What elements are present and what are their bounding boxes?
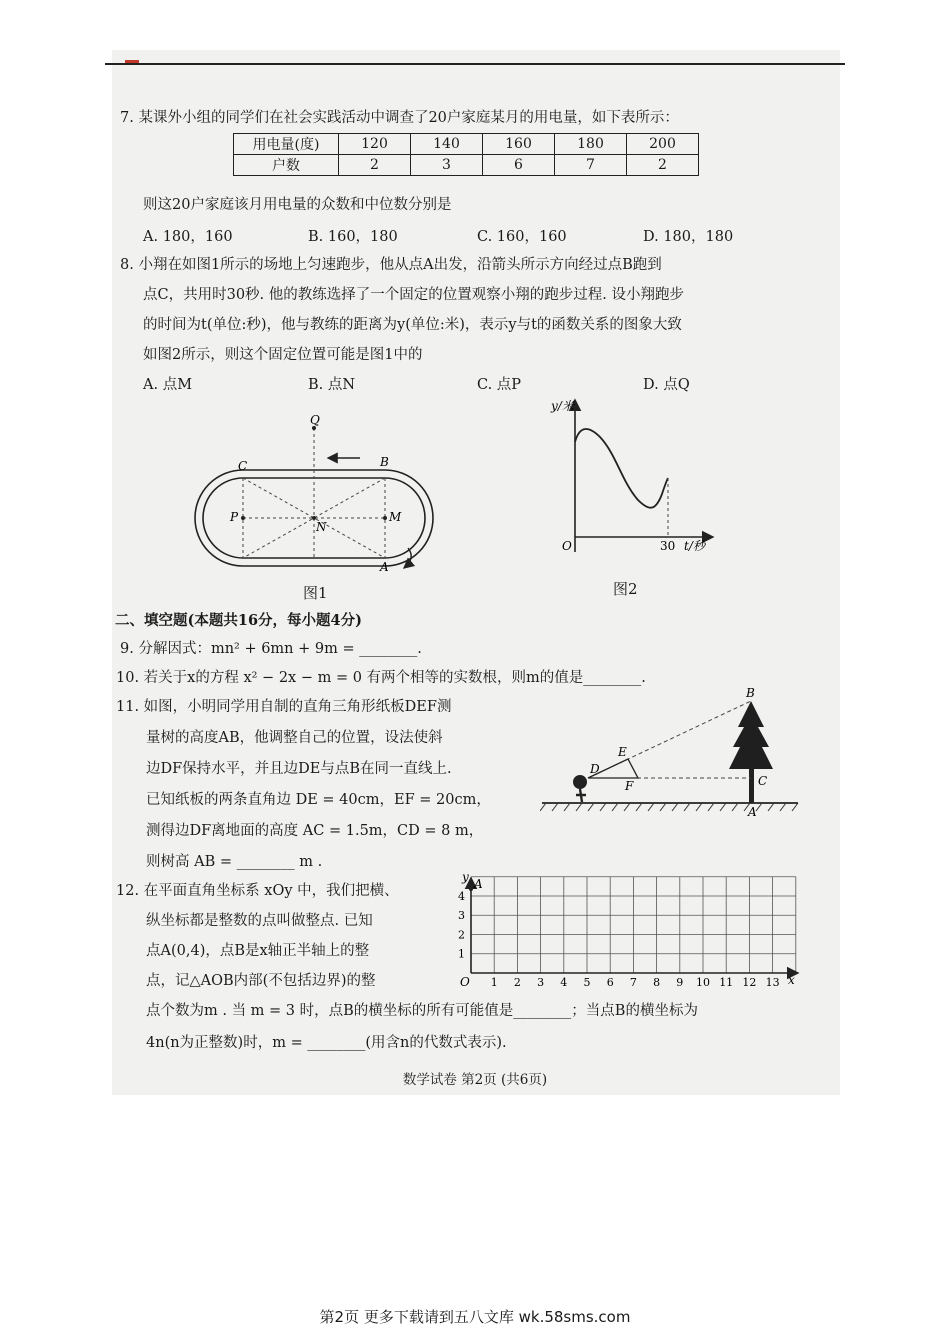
q7-row2-head: 户数: [234, 155, 339, 176]
footer: 第2页 更多下载请到五八文库 wk.58sms.com: [319, 1308, 631, 1326]
q7-usage-cell: 140: [411, 134, 483, 155]
label-m: M: [389, 510, 402, 524]
header-rule: [105, 63, 845, 65]
tree-crown: [729, 701, 773, 769]
label-f: F: [625, 779, 634, 793]
ground-hatching: [540, 803, 798, 811]
grid-origin-label: O: [460, 975, 470, 989]
q9-text: 9. 分解因式：mn² + 6mn + 9m = ________.: [120, 641, 422, 657]
y-axis-label: y/米: [551, 399, 574, 413]
q8-option-b: B. 点N: [308, 377, 356, 393]
point-p: [241, 516, 245, 520]
q11-line4: 已知纸板的两条直角边 DE = 40cm，EF = 20cm，: [146, 792, 491, 808]
q11-line1: 11. 如图，小明同学用自制的直角三角形纸板DEF测: [116, 699, 452, 715]
grid-x-tick: 6: [606, 976, 614, 989]
grid-x-tick: 9: [676, 976, 684, 989]
q8-line3: 的时间为t(单位:秒)，他与教练的距离为y(单位:米)，表示y与t的函数关系的图象大致: [143, 317, 682, 333]
grid-x-tick: 4: [560, 976, 568, 989]
grid-point-a-label: A: [474, 877, 483, 891]
q12-line3: 点A(0,4)，点B是x轴正半轴上的整: [146, 943, 370, 959]
q7-household-cell: 7: [555, 155, 627, 176]
q7-household-cell: 2: [339, 155, 411, 176]
grid-y-tick: 1: [458, 947, 465, 961]
q7-usage-cell: 200: [627, 134, 699, 155]
q7-option-b: B. 160，180: [308, 229, 398, 245]
q8-option-c: C. 点P: [477, 377, 522, 393]
q7-option-d: D. 180，180: [643, 229, 734, 245]
person-head: [573, 775, 587, 789]
grid-y-tick: 2: [458, 928, 465, 942]
q7-usage-cell: 160: [483, 134, 555, 155]
grid-x-tick: 7: [629, 976, 637, 989]
q12-line4: 点，记△AOB内部(不包括边界)的整: [146, 973, 376, 989]
grid-x-tick: 1: [490, 976, 498, 989]
q12-line6: 4n(n为正整数)时，m = ________(用含n的代数式表示).: [146, 1035, 507, 1051]
grid-x-tick: 2: [513, 976, 521, 989]
label-d: D: [590, 762, 600, 776]
q8-line4: 如图2所示，则这个固定位置可能是图1中的: [143, 347, 423, 363]
grid-y-ticks: [458, 890, 465, 961]
label-q: Q: [310, 413, 320, 427]
q8-option-d: D. 点Q: [643, 377, 690, 393]
point-a: [469, 887, 473, 891]
label-c: C: [758, 774, 768, 788]
label-c: C: [238, 459, 248, 473]
grid-x-tick: 5: [583, 976, 591, 989]
q7-usage-cell: 120: [339, 134, 411, 155]
q8-option-a: A. 点M: [143, 377, 193, 393]
figure-2-graph: [538, 392, 718, 562]
q7-household-cell: 3: [411, 155, 483, 176]
grid-x-tick: 3: [537, 976, 545, 989]
figure-q11-tree: [540, 685, 800, 820]
grid-y-tick: 4: [458, 889, 465, 903]
q7-question: 则这20户家庭该月用电量的众数和中位数分别是: [143, 197, 452, 213]
point-m: [383, 516, 387, 520]
q7-option-a: A. 180，160: [143, 229, 233, 245]
q8-line2: 点C，共用时30秒. 他的教练选择了一个固定的位置观察小翔的跑步过程. 设小翔跑步: [143, 287, 684, 303]
x-axis-label: t/秒: [684, 539, 705, 553]
q7-option-c: C. 160，160: [477, 229, 567, 245]
grid-x-label: x: [788, 973, 795, 987]
label-a: A: [380, 560, 389, 574]
q7-usage-cell: 180: [555, 134, 627, 155]
label-b: B: [380, 455, 389, 469]
tick-30: 30: [660, 539, 676, 553]
section-2-title: 二、填空题(本题共16分，每小题4分): [115, 612, 362, 629]
grid-y-label: y: [462, 870, 469, 884]
tree-trunk: [749, 767, 754, 803]
q12-line2: 纵坐标都是整数的点叫做整点. 已知: [146, 913, 373, 929]
q7-household-cell: 2: [627, 155, 699, 176]
label-a: A: [748, 805, 757, 819]
q10-text: 10. 若关于x的方程 x² − 2x − m = 0 有两个相等的实数根，则m的值是________.: [116, 670, 646, 686]
q7-row1-head: 用电量(度): [234, 134, 339, 155]
q11-line3: 边DF保持水平，并且边DE与点B在同一直线上.: [146, 761, 452, 777]
q12-line1: 12. 在平面直角坐标系 xOy 中，我们把横、: [116, 883, 399, 899]
grid-x-tick: 13: [765, 976, 780, 989]
function-curve: [575, 429, 668, 508]
q7-stem: 7. 某课外小组的同学们在社会实践活动中调查了20户家庭某月的用电量，如下表所示：: [120, 110, 679, 126]
grid-x-tick: 12: [742, 976, 757, 989]
figure-q12-grid: [450, 870, 802, 990]
q11-line5: 测得边DF离地面的高度 AC = 1.5m，CD = 8 m，: [146, 823, 484, 839]
figure-1-caption: 图1: [303, 584, 328, 602]
origin-label: O: [562, 539, 572, 553]
label-n: N: [316, 520, 327, 534]
label-p: P: [230, 510, 239, 524]
q11-line6: 则树高 AB = ________ m .: [146, 854, 323, 870]
q8-line1: 8. 小翔在如图1所示的场地上匀速跑步，他从点A出发，沿箭头所示方向经过点B跑到: [120, 257, 662, 273]
grid-y-tick: 3: [458, 909, 465, 923]
page-info: 数学试卷 第2页 (共6页): [402, 1072, 548, 1088]
q11-line2: 量树的高度AB，他调整自己的位置，设法使斜: [146, 730, 443, 746]
grid-x-tick: 11: [719, 976, 734, 989]
grid-x-ticks: [491, 976, 780, 989]
person-body: [576, 789, 586, 802]
q12-line5: 点个数为m . 当 m = 3 时，点B的横坐标的所有可能值是________；当点B的横坐标为: [146, 1003, 698, 1019]
grid-lines: [471, 877, 796, 973]
grid-x-tick: 10: [696, 976, 710, 989]
q7-household-cell: 6: [483, 155, 555, 176]
grid-x-tick: 8: [653, 976, 661, 989]
label-b: B: [746, 686, 755, 700]
label-e: E: [618, 745, 627, 759]
figure-2-caption: 图2: [613, 580, 638, 598]
q7-table: [233, 133, 699, 176]
figure-1-track: [190, 408, 450, 578]
